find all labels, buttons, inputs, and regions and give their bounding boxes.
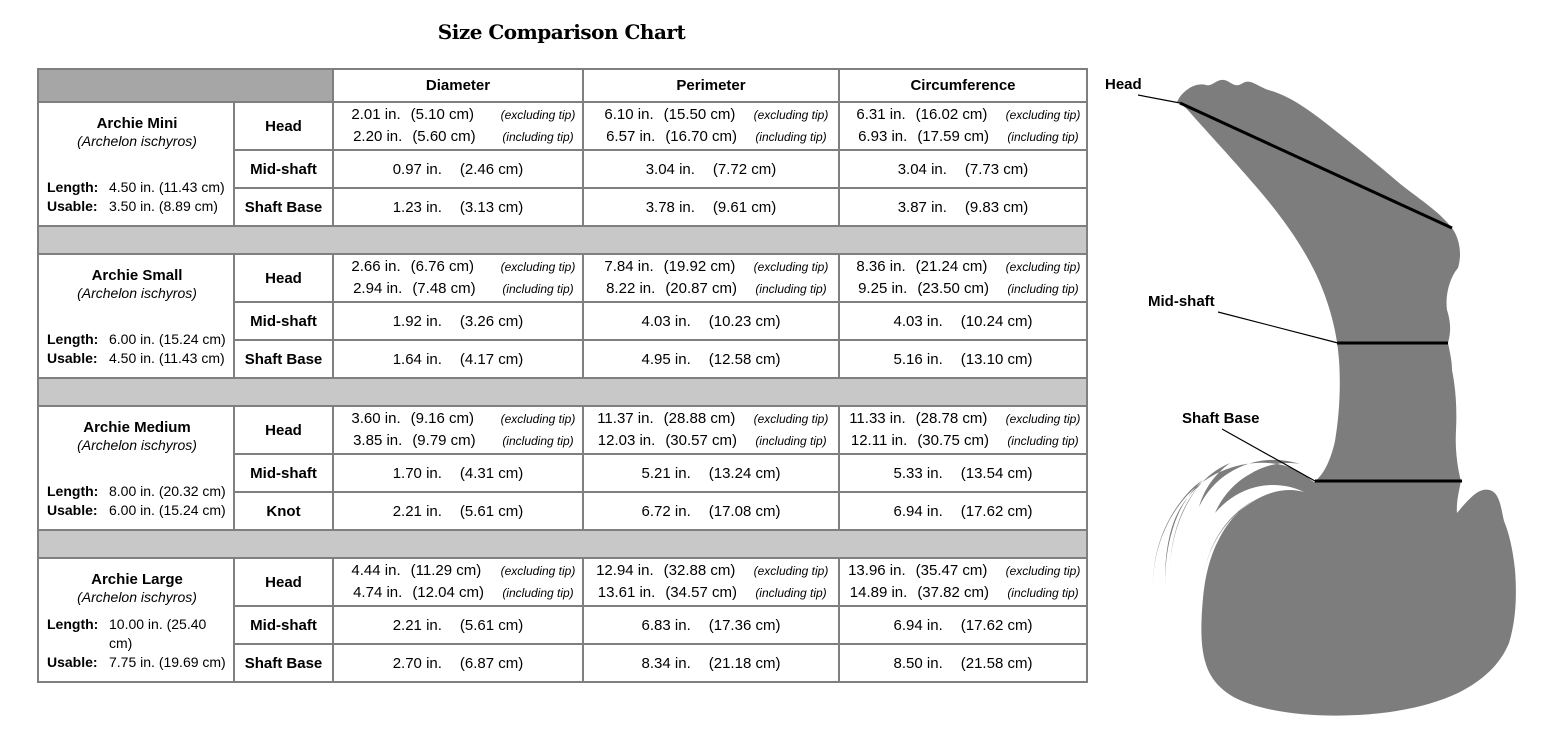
value-cm: (2.46 cm)	[459, 160, 524, 178]
measurement-cell-diameter	[334, 151, 582, 187]
value-cm: (4.31 cm)	[459, 464, 524, 482]
usable-value: 7.75 in. (19.69 cm)	[109, 654, 226, 670]
product-info-archie-medium	[39, 407, 233, 529]
measurement-line	[584, 126, 838, 148]
value-cm: (13.10 cm)	[960, 350, 1033, 368]
measurement-cell-perimeter	[584, 103, 838, 149]
value-inches: 2.21 in.	[392, 616, 442, 634]
value-inches: 1.70 in.	[392, 464, 442, 482]
value-note: (including tip)	[755, 282, 827, 296]
measurement-cell-diameter	[334, 645, 582, 681]
value-cm: (4.17 cm)	[459, 350, 524, 368]
value-inches: 5.33 in.	[893, 464, 943, 482]
product-name: Archie Small	[91, 267, 183, 284]
value-inches: 5.21 in.	[641, 464, 691, 482]
value-cm: (5.10 cm)	[410, 106, 474, 123]
measurement-line	[334, 653, 582, 674]
value-cm: (5.61 cm)	[459, 616, 524, 634]
measurement-line	[334, 349, 582, 370]
value-inches: 4.95 in.	[641, 350, 691, 368]
value-inches: 4.74 in.	[353, 584, 403, 601]
value-inches: 3.87 in.	[897, 198, 947, 216]
value-cm: (17.62 cm)	[960, 616, 1033, 634]
usable-value: 3.50 in. (8.89 cm)	[109, 198, 218, 214]
value-inches: 3.04 in.	[897, 160, 947, 178]
value-cm: (34.57 cm)	[665, 584, 738, 601]
usable-label: Usable:	[47, 502, 98, 518]
value-cm: (9.83 cm)	[964, 198, 1029, 216]
value-cm: (9.79 cm)	[412, 432, 476, 449]
measurement-line	[840, 501, 1086, 522]
measurement-line	[840, 104, 1086, 126]
shaftbase-label: Shaft Base	[1182, 410, 1260, 427]
measurement-line	[584, 311, 838, 332]
separator-band	[39, 531, 1086, 557]
value-note: (including tip)	[755, 434, 827, 448]
measurement-line	[584, 560, 838, 582]
column-header-perimeter: Perimeter	[584, 70, 838, 101]
midshaft-leader-line	[1218, 312, 1338, 343]
measurement-line	[840, 560, 1086, 582]
value-cm: (10.23 cm)	[708, 312, 781, 330]
measurement-line	[334, 256, 582, 278]
value-cm: (21.24 cm)	[915, 258, 988, 275]
measurement-line	[334, 615, 582, 636]
product-dimensions	[47, 482, 227, 520]
value-cm: (16.02 cm)	[915, 106, 988, 123]
value-note: (excluding tip)	[500, 108, 576, 122]
part-label-midshaft: Mid-shaft	[235, 303, 332, 339]
value-inches: 6.94 in.	[893, 616, 943, 634]
measurement-cell-perimeter	[584, 341, 838, 377]
value-cm: (32.88 cm)	[663, 562, 736, 579]
value-inches: 8.36 in.	[856, 258, 906, 275]
usable-label: Usable:	[47, 350, 98, 366]
value-note: (excluding tip)	[500, 412, 576, 426]
measurement-line	[334, 501, 582, 522]
product-species: (Archelon ischyros)	[77, 589, 197, 605]
value-note: (excluding tip)	[753, 564, 829, 578]
measurement-cell-circumference	[840, 493, 1086, 529]
measurement-line	[840, 582, 1086, 604]
measurement-cell-circumference	[840, 407, 1086, 453]
value-inches: 14.89 in.	[849, 584, 908, 601]
measurement-cell-circumference	[840, 303, 1086, 339]
measurement-line	[840, 463, 1086, 484]
measurement-line	[840, 256, 1086, 278]
value-note: (including tip)	[502, 282, 574, 296]
value-inches: 4.03 in.	[641, 312, 691, 330]
value-cm: (35.47 cm)	[915, 562, 988, 579]
value-cm: (6.87 cm)	[459, 654, 524, 672]
usable-line	[47, 501, 227, 520]
head-leader-line	[1138, 95, 1180, 103]
measurement-line	[840, 311, 1086, 332]
part-label-shaftbase: Shaft Base	[235, 645, 332, 681]
column-header-circumference: Circumference	[840, 70, 1086, 101]
value-cm: (7.72 cm)	[712, 160, 777, 178]
value-note: (excluding tip)	[753, 108, 829, 122]
value-inches: 13.96 in.	[848, 562, 906, 579]
product-silhouette-figure	[1100, 55, 1564, 739]
measurement-line	[584, 430, 838, 452]
measurement-line	[840, 349, 1086, 370]
measurement-line	[584, 104, 838, 126]
value-inches: 5.16 in.	[893, 350, 943, 368]
part-label-head: Head	[235, 559, 332, 605]
value-inches: 6.94 in.	[893, 502, 943, 520]
value-note: (excluding tip)	[1005, 564, 1081, 578]
length-label: Length:	[47, 179, 99, 195]
value-inches: 2.70 in.	[392, 654, 442, 672]
usable-value: 6.00 in. (15.24 cm)	[109, 502, 226, 518]
product-name: Archie Large	[91, 571, 183, 588]
value-inches: 6.83 in.	[641, 616, 691, 634]
value-cm: (15.50 cm)	[663, 106, 736, 123]
value-note: (including tip)	[755, 130, 827, 144]
value-cm: (17.59 cm)	[917, 128, 990, 145]
length-label: Length:	[47, 616, 99, 632]
value-inches: 1.23 in.	[392, 198, 442, 216]
value-cm: (13.54 cm)	[960, 464, 1033, 482]
measurement-cell-perimeter	[584, 303, 838, 339]
value-inches: 1.92 in.	[392, 312, 442, 330]
value-cm: (10.24 cm)	[960, 312, 1033, 330]
value-inches: 6.31 in.	[856, 106, 906, 123]
measurement-cell-perimeter	[584, 559, 838, 605]
product-info-archie-mini	[39, 103, 233, 225]
measurement-line	[584, 256, 838, 278]
usable-value: 4.50 in. (11.43 cm)	[109, 350, 225, 366]
measurement-cell-perimeter	[584, 151, 838, 187]
value-cm: (19.92 cm)	[663, 258, 736, 275]
value-cm: (30.57 cm)	[665, 432, 738, 449]
value-note: (excluding tip)	[1005, 108, 1081, 122]
measurement-line	[840, 197, 1086, 218]
value-cm: (23.50 cm)	[917, 280, 990, 297]
value-cm: (17.36 cm)	[708, 616, 781, 634]
measurement-line	[334, 104, 582, 126]
measurement-cell-diameter	[334, 407, 582, 453]
measurement-line	[840, 615, 1086, 636]
product-dimensions	[47, 615, 227, 672]
measurement-line	[334, 430, 582, 452]
value-inches: 4.44 in.	[351, 562, 401, 579]
separator-band	[39, 379, 1086, 405]
measurement-cell-diameter	[334, 559, 582, 605]
usable-label: Usable:	[47, 198, 98, 214]
value-inches: 9.25 in.	[858, 280, 908, 297]
value-cm: (16.70 cm)	[665, 128, 738, 145]
part-label-shaftbase: Shaft Base	[235, 341, 332, 377]
measurement-cell-diameter	[334, 607, 582, 643]
measurement-cell-diameter	[334, 303, 582, 339]
measurement-line	[334, 582, 582, 604]
value-note: (including tip)	[1007, 282, 1079, 296]
value-cm: (6.76 cm)	[410, 258, 474, 275]
product-name: Archie Medium	[83, 419, 191, 436]
value-inches: 3.60 in.	[351, 410, 401, 427]
corner-cell	[39, 70, 332, 101]
value-inches: 11.33 in.	[849, 410, 906, 427]
value-inches: 2.94 in.	[353, 280, 403, 297]
measurement-line	[334, 463, 582, 484]
length-label: Length:	[47, 331, 99, 347]
value-cm: (17.62 cm)	[960, 502, 1033, 520]
part-label-head: Head	[235, 255, 332, 301]
value-inches: 2.66 in.	[351, 258, 401, 275]
length-line	[47, 178, 227, 197]
product-species: (Archelon ischyros)	[77, 437, 197, 453]
part-label-midshaft: Mid-shaft	[235, 455, 332, 491]
measurement-line	[334, 278, 582, 300]
value-inches: 4.03 in.	[893, 312, 943, 330]
value-inches: 11.37 in.	[597, 410, 654, 427]
value-inches: 12.11 in.	[850, 432, 908, 449]
value-inches: 12.94 in.	[596, 562, 654, 579]
value-inches: 2.20 in.	[353, 128, 403, 145]
part-label-head: Head	[235, 407, 332, 453]
value-cm: (20.87 cm)	[665, 280, 738, 297]
usable-label: Usable:	[47, 654, 98, 670]
measurement-cell-circumference	[840, 645, 1086, 681]
value-inches: 3.78 in.	[645, 198, 695, 216]
value-note: (excluding tip)	[500, 260, 576, 274]
measurement-cell-circumference	[840, 255, 1086, 301]
value-inches: 6.57 in.	[606, 128, 656, 145]
product-species: (Archelon ischyros)	[77, 133, 197, 149]
value-cm: (12.58 cm)	[708, 350, 781, 368]
value-note: (including tip)	[1007, 130, 1079, 144]
value-note: (including tip)	[1007, 586, 1079, 600]
measurement-line	[840, 430, 1086, 452]
part-label-shaftbase: Shaft Base	[235, 189, 332, 225]
usable-line	[47, 653, 227, 672]
value-note: (excluding tip)	[1005, 412, 1081, 426]
value-inches: 6.10 in.	[604, 106, 654, 123]
measurement-line	[584, 501, 838, 522]
value-inches: 3.85 in.	[353, 432, 403, 449]
length-value: 6.00 in. (15.24 cm)	[109, 331, 226, 347]
measurement-cell-diameter	[334, 341, 582, 377]
length-value: 8.00 in. (20.32 cm)	[109, 483, 226, 499]
value-inches: 8.22 in.	[606, 280, 656, 297]
part-label-midshaft: Mid-shaft	[235, 607, 332, 643]
value-note: (including tip)	[1007, 434, 1079, 448]
value-cm: (21.18 cm)	[708, 654, 781, 672]
value-note: (excluding tip)	[753, 412, 829, 426]
value-cm: (9.16 cm)	[410, 410, 474, 427]
value-note: (including tip)	[755, 586, 827, 600]
value-inches: 1.64 in.	[392, 350, 442, 368]
value-cm: (13.24 cm)	[708, 464, 781, 482]
measurement-cell-circumference	[840, 559, 1086, 605]
value-cm: (3.13 cm)	[459, 198, 524, 216]
part-label-head: Head	[235, 103, 332, 149]
separator-band	[39, 227, 1086, 253]
measurement-line	[334, 159, 582, 180]
value-inches: 6.72 in.	[641, 502, 691, 520]
column-header-diameter: Diameter	[334, 70, 582, 101]
value-cm: (11.29 cm)	[410, 562, 482, 579]
value-note: (including tip)	[502, 130, 574, 144]
product-dimensions	[47, 178, 227, 216]
product-info-archie-large	[39, 559, 233, 681]
measurement-line	[334, 311, 582, 332]
product-name: Archie Mini	[96, 115, 178, 132]
length-line	[47, 482, 227, 501]
value-inches: 7.84 in.	[604, 258, 654, 275]
measurement-line	[840, 408, 1086, 430]
measurement-cell-circumference	[840, 607, 1086, 643]
value-note: (including tip)	[502, 434, 574, 448]
measurement-line	[334, 197, 582, 218]
measurement-cell-diameter	[334, 189, 582, 225]
measurement-line	[584, 278, 838, 300]
value-note: (including tip)	[502, 586, 574, 600]
measurement-line	[840, 653, 1086, 674]
measurement-line	[584, 463, 838, 484]
measurement-line	[584, 653, 838, 674]
measurement-line	[334, 560, 582, 582]
value-cm: (17.08 cm)	[708, 502, 781, 520]
measurement-cell-perimeter	[584, 189, 838, 225]
measurement-cell-circumference	[840, 189, 1086, 225]
measurement-cell-perimeter	[584, 645, 838, 681]
measurement-line	[334, 126, 582, 148]
value-inches: 12.03 in.	[597, 432, 656, 449]
measurement-cell-circumference	[840, 103, 1086, 149]
measurement-cell-diameter	[334, 455, 582, 491]
measurement-cell-perimeter	[584, 407, 838, 453]
midshaft-label: Mid-shaft	[1148, 293, 1215, 310]
head-label: Head	[1105, 76, 1142, 93]
usable-line	[47, 349, 227, 368]
measurement-line	[840, 159, 1086, 180]
value-cm: (5.60 cm)	[412, 128, 476, 145]
part-label-knot: Knot	[235, 493, 332, 529]
measurement-line	[584, 159, 838, 180]
usable-line	[47, 197, 227, 216]
value-cm: (28.78 cm)	[915, 410, 988, 427]
measurement-cell-perimeter	[584, 455, 838, 491]
value-cm: (28.88 cm)	[663, 410, 736, 427]
length-line	[47, 330, 227, 349]
product-info-archie-small	[39, 255, 233, 377]
value-cm: (30.75 cm)	[917, 432, 990, 449]
value-cm: (7.48 cm)	[412, 280, 476, 297]
measurement-cell-diameter	[334, 255, 582, 301]
measurement-line	[334, 408, 582, 430]
measurement-line	[584, 615, 838, 636]
measurement-line	[584, 408, 838, 430]
value-note: (excluding tip)	[753, 260, 829, 274]
value-cm: (3.26 cm)	[459, 312, 524, 330]
measurement-cell-circumference	[840, 151, 1086, 187]
value-note: (excluding tip)	[1005, 260, 1081, 274]
length-value: 10.00 in. (25.40 cm)	[109, 616, 207, 651]
measurement-line	[840, 278, 1086, 300]
value-cm: (7.73 cm)	[964, 160, 1029, 178]
value-inches: 2.21 in.	[392, 502, 442, 520]
size-comparison-table	[37, 68, 1088, 683]
value-cm: (37.82 cm)	[917, 584, 990, 601]
value-inches: 13.61 in.	[597, 584, 656, 601]
value-inches: 8.50 in.	[893, 654, 943, 672]
measurement-cell-diameter	[334, 103, 582, 149]
measurement-cell-perimeter	[584, 255, 838, 301]
value-cm: (12.04 cm)	[412, 584, 485, 601]
value-inches: 3.04 in.	[645, 160, 695, 178]
value-cm: (5.61 cm)	[459, 502, 524, 520]
value-inches: 0.97 in.	[392, 160, 442, 178]
length-value: 4.50 in. (11.43 cm)	[109, 179, 225, 195]
value-inches: 6.93 in.	[858, 128, 908, 145]
measurement-cell-diameter	[334, 493, 582, 529]
value-inches: 2.01 in.	[351, 106, 401, 123]
measurement-line	[584, 349, 838, 370]
value-cm: (21.58 cm)	[960, 654, 1033, 672]
product-dimensions	[47, 330, 227, 368]
page-title: Size Comparison Chart	[437, 20, 686, 44]
measurement-line	[584, 582, 838, 604]
measurement-line	[840, 126, 1086, 148]
measurement-cell-perimeter	[584, 493, 838, 529]
part-label-midshaft: Mid-shaft	[235, 151, 332, 187]
length-line	[47, 615, 227, 653]
measurement-cell-circumference	[840, 455, 1086, 491]
measurement-line	[584, 197, 838, 218]
value-cm: (9.61 cm)	[712, 198, 777, 216]
value-note: (excluding tip)	[500, 564, 576, 578]
value-inches: 8.34 in.	[641, 654, 691, 672]
length-label: Length:	[47, 483, 99, 499]
product-species: (Archelon ischyros)	[77, 285, 197, 301]
measurement-cell-perimeter	[584, 607, 838, 643]
measurement-cell-circumference	[840, 341, 1086, 377]
